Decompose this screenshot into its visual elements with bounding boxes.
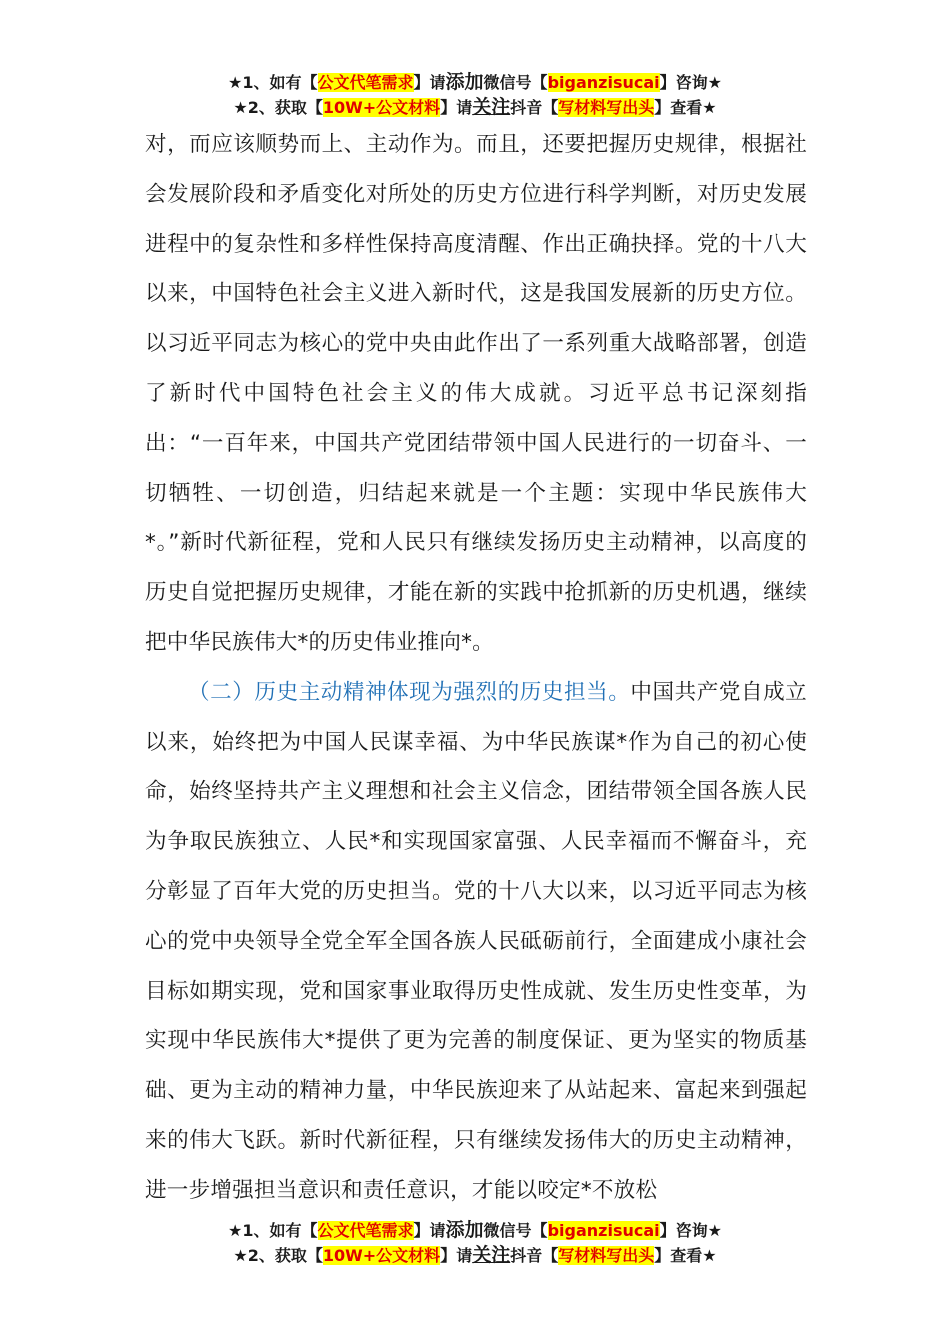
promo-highlight: 10W+公文材料 (322, 1246, 441, 1265)
promo-emphasis: 添加 (445, 1219, 484, 1241)
paragraph-2 (145, 668, 807, 1216)
promo-highlight: 公文代笔需求 (317, 1221, 414, 1240)
promo-text: 】请 (440, 98, 473, 117)
promo-line-1 (0, 1218, 950, 1243)
promo-text: ★2、获取【 (233, 98, 323, 117)
promo-text: 】咨询★ (659, 73, 722, 92)
promo-text: ★1、如有【 (228, 73, 318, 92)
section-heading: （二）历史主动精神体现为强烈的历史担当。 (188, 679, 631, 705)
promo-text: 微信号【 (483, 1221, 548, 1240)
promo-text: 抖音【 (510, 98, 559, 117)
promo-highlight: 公文代笔需求 (317, 73, 414, 92)
promo-text: 】咨询★ (659, 1221, 722, 1240)
promo-banner-top (0, 70, 950, 120)
promo-text: 】请 (413, 73, 446, 92)
promo-highlight: 10W+公文材料 (322, 98, 441, 117)
promo-text: 】查看★ (654, 1246, 717, 1265)
promo-emphasis: 关注 (472, 1244, 511, 1266)
promo-text: ★1、如有【 (228, 1221, 318, 1240)
promo-line-2 (0, 95, 950, 120)
paragraph-1: 对，而应该顺势而上、主动作为。而且，还要把握历史规律，根据社会发展阶段和矛盾变化对所处的历史方位进行科学判断，对历史发展进程中的复杂性和多样性保持高度清醒、作出正确抉择。党的十八大以来，中国特色社会主义进入新时代，这是我国发展新的历史方位。以习近平同志为核心的党中央由此作出了一系列重大战略部署，创造了新时代中国特色社会主义的伟大成就。习近平总书记深刻指出：“一百年来，中国共产党团结带领中国人民进行的一切奋斗、一切牺牲、一切创造，归结起来就是一个主题：实现中华民族伟大*。”新时代新征程，党和人民只有继续发扬历史主动精神，以高度的历史自觉把握历史规律，才能在新的实践中抢抓新的历史机遇，继续把中华民族伟大*的历史伟业推向*。 (145, 132, 807, 655)
promo-wechat-id: biganzisucai (547, 1221, 660, 1240)
promo-banner-bottom (0, 1218, 950, 1268)
promo-wechat-id: biganzisucai (547, 73, 660, 92)
promo-emphasis: 添加 (445, 71, 484, 93)
promo-text: 】请 (440, 1246, 473, 1265)
promo-douyin-id: 写材料写出头 (558, 98, 655, 117)
promo-text: 】查看★ (654, 98, 717, 117)
promo-text: 】请 (413, 1221, 446, 1240)
paragraph-2-body: 中国共产党自成立以来，始终把为中国人民谋幸福、为中华民族谋*作为自己的初心使命，始终坚持共产主义理想和社会主义信念，团结带领全国各族人民为争取民族独立、人民*和实现国家富强、人民幸福而不懈奋斗，充分彰显了百年大党的历史担当。党的十八大以来，以习近平同志为核心的党中央领导全党全军全国各族人民砥砺前行，全面建成小康社会目标如期实现，党和国家事业取得历史性成就、发生历史性变革，为实现中华民族伟大*提供了更为完善的制度保证、更为坚实的物质基础、更为主动的精神力量，中华民族迎来了从站起来、富起来到强起来的伟大飞跃。新时代新征程，只有继续发扬伟大的历史主动精神，进一步增强担当意识和责任意识，才能以咬定*不放松 (145, 679, 807, 1203)
promo-douyin-id: 写材料写出头 (558, 1246, 655, 1265)
promo-text: 抖音【 (510, 1246, 559, 1265)
document-body (145, 120, 807, 1216)
promo-line-1 (0, 70, 950, 95)
promo-text: 微信号【 (483, 73, 548, 92)
promo-line-2 (0, 1243, 950, 1268)
promo-emphasis: 关注 (472, 96, 511, 118)
promo-text: ★2、获取【 (233, 1246, 323, 1265)
